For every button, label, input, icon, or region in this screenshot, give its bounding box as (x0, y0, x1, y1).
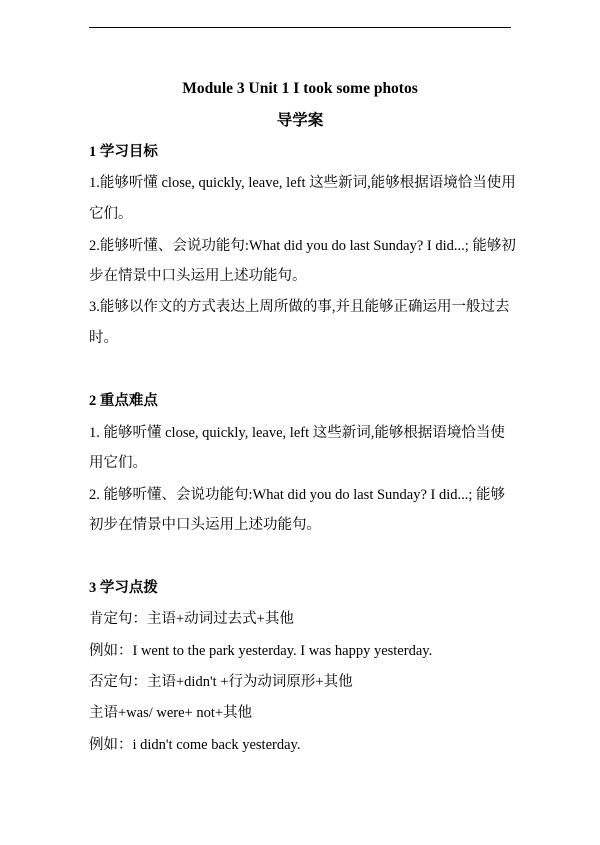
section2-line: 初步在情景中口头运用上述功能句。 (89, 517, 321, 533)
section1-line: 时。 (89, 330, 118, 346)
section2-line: 1. 能够听懂 close, quickly, leave, left 这些新词,能够根据语境恰当使 (89, 425, 505, 441)
section1-line: 1.能够听懂 close, quickly, leave, left 这些新词,能够根据语境恰当使用 (89, 175, 516, 191)
doc-title: Module 3 Unit 1 I took some photos (182, 80, 418, 97)
section1-heading: 1 学习目标 (89, 144, 158, 160)
section2-line: 用它们。 (89, 455, 147, 471)
section2-heading: 2 重点难点 (89, 393, 158, 409)
section3-heading: 3 学习点拨 (89, 580, 158, 596)
section1-line: 3.能够以作文的方式表达上周所做的事,并且能够正确运用一般过去 (89, 299, 510, 315)
section1-line: 它们。 (89, 206, 133, 222)
section2-line: 2. 能够听懂、会说功能句:What did you do last Sunday? I did...; 能够 (89, 487, 506, 503)
section1-line: 2.能够听懂、会说功能句:What did you do last Sunday? I did...; 能够初 (89, 238, 516, 254)
doc-subtitle: 导学案 (276, 112, 324, 129)
section1-line: 步在情景中口头运用上述功能句。 (89, 268, 307, 284)
header-rule (89, 27, 511, 28)
section3-line: 主语+was/ were+ not+其他 (89, 705, 253, 721)
section3-line: 肯定句：主语+动词过去式+其他 (89, 611, 294, 627)
section3-line: 例如：i didn't come back yesterday. (89, 737, 301, 753)
section3-line: 例如：I went to the park yesterday. I was happy yesterday. (89, 643, 433, 659)
section3-line: 否定句：主语+didn't +行为动词原形+其他 (89, 674, 353, 690)
